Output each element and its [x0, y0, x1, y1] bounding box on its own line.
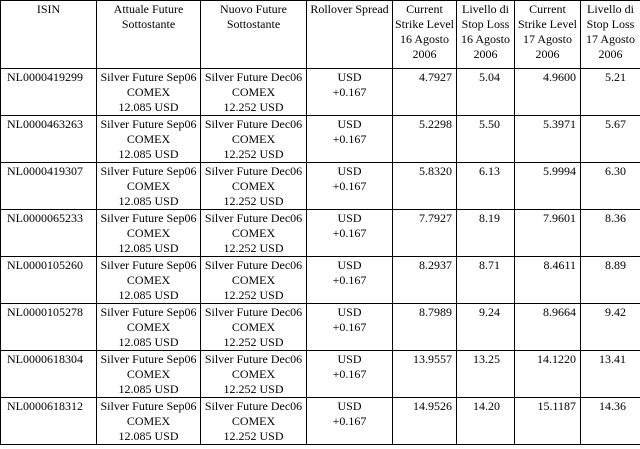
rollover-spread-line: USD — [337, 164, 362, 178]
stop-17-cell: 8.36 — [581, 210, 640, 257]
rollover-spread-line: USD — [337, 399, 362, 413]
rollover-spread-line: +0.167 — [332, 273, 367, 287]
strike-17-cell: 7.9601 — [515, 210, 581, 257]
nuovo-future-line: Silver Future Dec06 — [204, 352, 303, 366]
rollover-spread-cell — [307, 257, 393, 304]
attuale-future-line: COMEX — [126, 367, 171, 381]
rollover-spread-line: +0.167 — [332, 132, 367, 146]
nuovo-future-line: COMEX — [231, 179, 276, 193]
nuovo-future-cell — [201, 351, 307, 398]
stop-17-cell: 5.21 — [581, 69, 640, 116]
rollover-spread-line: USD — [337, 117, 362, 131]
rollover-spread-cell — [307, 351, 393, 398]
rollover-spread-line: +0.167 — [332, 320, 367, 334]
attuale-future-line: 12.085 USD — [118, 194, 179, 208]
rollover-spread-line: USD — [337, 70, 362, 84]
header-nuovo-future: Nuovo Future Sottostante — [201, 1, 307, 69]
stop-16-cell: 5.04 — [457, 69, 515, 116]
attuale-future-line: Silver Future Sep06 — [100, 70, 197, 84]
nuovo-future-line: COMEX — [231, 132, 276, 146]
isin-cell: NL0000618312 — [1, 398, 97, 445]
header-strike-16: Current Strike Level 16 Agosto 2006 — [393, 1, 457, 69]
nuovo-future-line: COMEX — [231, 226, 276, 240]
stop-17-cell: 13.41 — [581, 351, 640, 398]
nuovo-future-line: COMEX — [231, 367, 276, 381]
rollover-spread-line: USD — [337, 305, 362, 319]
rollover-spread-line: +0.167 — [332, 85, 367, 99]
attuale-future-cell — [97, 69, 201, 116]
nuovo-future-line: 12.252 USD — [223, 241, 284, 255]
attuale-future-cell — [97, 351, 201, 398]
header-attuale-future: Attuale Future Sottostante — [97, 1, 201, 69]
strike-17-cell: 8.4611 — [515, 257, 581, 304]
header-stop-16: Livello di Stop Loss 16 Agosto 2006 — [457, 1, 515, 69]
stop-16-cell: 14.20 — [457, 398, 515, 445]
nuovo-future-line: Silver Future Dec06 — [204, 70, 303, 84]
stop-16-cell: 13.25 — [457, 351, 515, 398]
header-rollover-spread: Rollover Spread — [307, 1, 393, 69]
attuale-future-line: 12.085 USD — [118, 335, 179, 349]
nuovo-future-cell — [201, 163, 307, 210]
stop-17-cell: 8.89 — [581, 257, 640, 304]
attuale-future-line: COMEX — [126, 179, 171, 193]
attuale-future-cell — [97, 163, 201, 210]
isin-cell: NL0000463263 — [1, 116, 97, 163]
attuale-future-line: Silver Future Sep06 — [100, 164, 197, 178]
rollover-spread-line: +0.167 — [332, 226, 367, 240]
table-row — [1, 304, 640, 351]
stop-17-cell: 5.67 — [581, 116, 640, 163]
nuovo-future-line: 12.252 USD — [223, 147, 284, 161]
nuovo-future-cell — [201, 257, 307, 304]
attuale-future-line: 12.085 USD — [118, 100, 179, 114]
strike-17-cell: 5.3971 — [515, 116, 581, 163]
nuovo-future-line: 12.252 USD — [223, 194, 284, 208]
table-row — [1, 351, 640, 398]
attuale-future-line: COMEX — [126, 273, 171, 287]
attuale-future-line: Silver Future Sep06 — [100, 211, 197, 225]
table-row — [1, 210, 640, 257]
header-strike-17: Current Strike Level 17 Agosto 2006 — [515, 1, 581, 69]
strike-16-cell: 8.2937 — [393, 257, 457, 304]
strike-16-cell: 7.7927 — [393, 210, 457, 257]
table-row — [1, 116, 640, 163]
attuale-future-cell — [97, 210, 201, 257]
header-stop-17: Livello di Stop Loss 17 Agosto 2006 — [581, 1, 640, 69]
nuovo-future-line: 12.252 USD — [223, 335, 284, 349]
rollover-spread-line: USD — [337, 352, 362, 366]
nuovo-future-line: 12.252 USD — [223, 429, 284, 443]
table-row — [1, 398, 640, 445]
nuovo-future-line: Silver Future Dec06 — [204, 164, 303, 178]
nuovo-future-line: Silver Future Dec06 — [204, 399, 303, 413]
rollover-spread-line: USD — [337, 258, 362, 272]
stop-17-cell: 9.42 — [581, 304, 640, 351]
stop-16-cell: 8.71 — [457, 257, 515, 304]
stop-16-cell: 8.19 — [457, 210, 515, 257]
nuovo-future-line: Silver Future Dec06 — [204, 211, 303, 225]
strike-17-cell: 14.1220 — [515, 351, 581, 398]
attuale-future-line: 12.085 USD — [118, 147, 179, 161]
nuovo-future-cell — [201, 210, 307, 257]
isin-cell: NL0000618304 — [1, 351, 97, 398]
nuovo-future-line: COMEX — [231, 85, 276, 99]
stop-16-cell: 5.50 — [457, 116, 515, 163]
attuale-future-line: COMEX — [126, 132, 171, 146]
stop-17-cell: 6.30 — [581, 163, 640, 210]
attuale-future-cell — [97, 304, 201, 351]
rollover-spread-cell — [307, 116, 393, 163]
nuovo-future-cell — [201, 398, 307, 445]
strike-17-cell: 5.9994 — [515, 163, 581, 210]
isin-cell: NL0000419307 — [1, 163, 97, 210]
nuovo-future-line: 12.252 USD — [223, 100, 284, 114]
rollover-spread-line: +0.167 — [332, 414, 367, 428]
attuale-future-line: COMEX — [126, 85, 171, 99]
stop-16-cell: 9.24 — [457, 304, 515, 351]
nuovo-future-line: COMEX — [231, 320, 276, 334]
strike-16-cell: 5.2298 — [393, 116, 457, 163]
attuale-future-line: 12.085 USD — [118, 241, 179, 255]
attuale-future-line: COMEX — [126, 414, 171, 428]
isin-cell: NL0000105278 — [1, 304, 97, 351]
nuovo-future-line: 12.252 USD — [223, 288, 284, 302]
attuale-future-line: COMEX — [126, 226, 171, 240]
attuale-future-cell — [97, 257, 201, 304]
strike-17-cell: 15.1187 — [515, 398, 581, 445]
strike-17-cell: 4.9600 — [515, 69, 581, 116]
table-row — [1, 69, 640, 116]
rollover-spread-cell — [307, 398, 393, 445]
isin-cell: NL0000419299 — [1, 69, 97, 116]
attuale-future-cell — [97, 398, 201, 445]
attuale-future-cell — [97, 116, 201, 163]
attuale-future-line: COMEX — [126, 320, 171, 334]
nuovo-future-cell — [201, 69, 307, 116]
rollover-spread-cell — [307, 304, 393, 351]
strike-16-cell: 14.9526 — [393, 398, 457, 445]
nuovo-future-line: Silver Future Dec06 — [204, 305, 303, 319]
nuovo-future-cell — [201, 116, 307, 163]
table-row — [1, 257, 640, 304]
attuale-future-line: Silver Future Sep06 — [100, 399, 197, 413]
rollover-spread-line: +0.167 — [332, 179, 367, 193]
header-row — [1, 1, 640, 69]
strike-17-cell: 8.9664 — [515, 304, 581, 351]
nuovo-future-line: 12.252 USD — [223, 382, 284, 396]
table-row — [1, 163, 640, 210]
nuovo-future-line: COMEX — [231, 273, 276, 287]
rollover-spread-line: +0.167 — [332, 367, 367, 381]
attuale-future-line: Silver Future Sep06 — [100, 352, 197, 366]
nuovo-future-line: COMEX — [231, 414, 276, 428]
attuale-future-line: Silver Future Sep06 — [100, 117, 197, 131]
attuale-future-line: Silver Future Sep06 — [100, 305, 197, 319]
strike-16-cell: 13.9557 — [393, 351, 457, 398]
attuale-future-line: 12.085 USD — [118, 429, 179, 443]
rollover-spread-line: USD — [337, 211, 362, 225]
strike-16-cell: 4.7927 — [393, 69, 457, 116]
attuale-future-line: Silver Future Sep06 — [100, 258, 197, 272]
isin-cell: NL0000105260 — [1, 257, 97, 304]
nuovo-future-cell — [201, 304, 307, 351]
isin-cell: NL0000065233 — [1, 210, 97, 257]
attuale-future-line: 12.085 USD — [118, 288, 179, 302]
strike-16-cell: 5.8320 — [393, 163, 457, 210]
stop-16-cell: 6.13 — [457, 163, 515, 210]
rollover-spread-cell — [307, 210, 393, 257]
nuovo-future-line: Silver Future Dec06 — [204, 258, 303, 272]
rollover-spread-cell — [307, 163, 393, 210]
stop-17-cell: 14.36 — [581, 398, 640, 445]
nuovo-future-line: Silver Future Dec06 — [204, 117, 303, 131]
attuale-future-line: 12.085 USD — [118, 382, 179, 396]
header-isin: ISIN — [1, 1, 97, 69]
strike-16-cell: 8.7989 — [393, 304, 457, 351]
rollover-spread-cell — [307, 69, 393, 116]
